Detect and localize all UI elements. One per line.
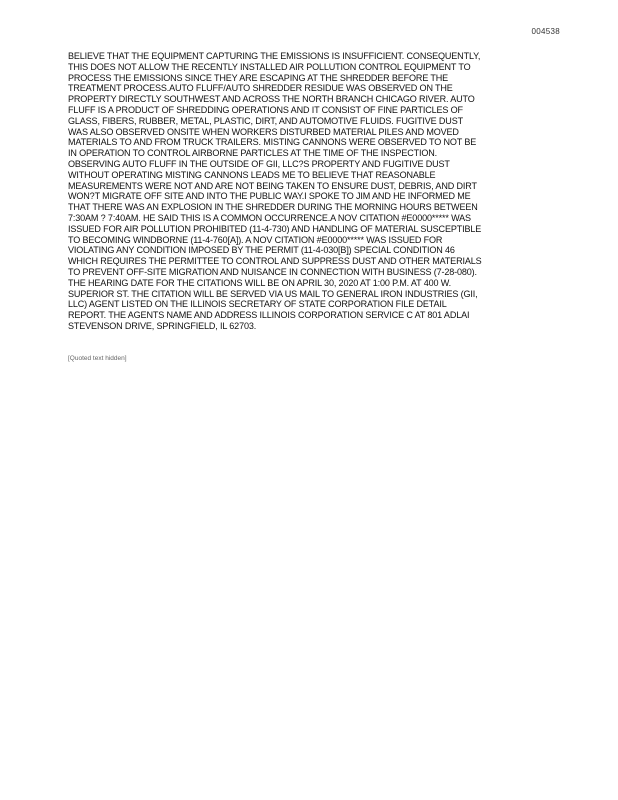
text-line: VIOLATING ANY CONDITION IMPOSED BY THE PERMIT (11-4-030[B]) SPECIAL CONDITION 46 xyxy=(68,245,455,256)
text-line: FLUFF IS A PRODUCT OF SHREDDING OPERATIONS AND IT CONSIST OF FINE PARTICLES OF xyxy=(68,104,463,115)
text-line: WON?T MIGRATE OFF SITE AND INTO THE PUBLIC WAY.I SPOKE TO JIM AND HE INFORMED ME xyxy=(68,191,471,202)
text-line: SUPERIOR ST. THE CITATION WILL BE SERVED VIA US MAIL TO GENERAL IRON INDUSTRIES (GII, xyxy=(68,288,478,299)
text-line: WITHOUT OPERATING MISTING CANNONS LEADS ME TO BELIEVE THAT REASONABLE xyxy=(68,169,436,180)
text-line: 7:30AM ? 7:40AM. HE SAID THIS IS A COMMON OCCURRENCE.A NOV CITATION #E0000***** WAS xyxy=(68,212,471,223)
text-line: TO PREVENT OFF-SITE MIGRATION AND NUISANCE IN CONNECTION WITH BUSINESS (7-28-080). xyxy=(68,266,477,277)
text-line: OBSERVING AUTO FLUFF IN THE OUTSIDE OF GII, LLC?S PROPERTY AND FUGITIVE DUST xyxy=(68,158,450,169)
inspection-narrative xyxy=(68,51,546,332)
text-line: MATERIALS TO AND FROM TRUCK TRAILERS. MISTING CANNONS WERE OBSERVED TO NOT BE xyxy=(68,137,477,148)
text-line: PROPERTY DIRECTLY SOUTHWEST AND ACROSS THE NORTH BRANCH CHICAGO RIVER. AUTO xyxy=(68,94,475,105)
text-line: THE HEARING DATE FOR THE CITATIONS WILL BE ON APRIL 30, 2020 AT 1:00 P.M. AT 400 W. xyxy=(68,277,451,288)
text-line: PROCESS THE EMISSIONS SINCE THEY ARE ESCAPING AT THE SHREDDER BEFORE THE xyxy=(68,72,449,83)
text-line: GLASS, FIBERS, RUBBER, METAL, PLASTIC, DIRT, AND AUTOMOTIVE FLUIDS. FUGITIVE DUST xyxy=(68,115,463,126)
text-line: LLC) AGENT LISTED ON THE ILLINOIS SECRETARY OF STATE CORPORATION FILE DETAIL xyxy=(68,299,447,310)
text-line: WHICH REQUIRES THE PERMITTEE TO CONTROL AND SUPPRESS DUST AND OTHER MATERIALS xyxy=(68,256,482,267)
text-line: ISSUED FOR AIR POLLUTION PROHIBITED (11-4-730) AND HANDLING OF MATERIAL SUSCEPTIBLE xyxy=(68,223,482,234)
text-line: BELIEVE THAT THE EQUIPMENT CAPTURING THE EMISSIONS IS INSUFFICIENT. CONSEQUENTLY, xyxy=(68,51,481,61)
text-line: THIS DOES NOT ALLOW THE RECENTLY INSTALLED AIR POLLUTION CONTROL EQUIPMENT TO xyxy=(68,61,471,72)
text-line: STEVENSON DRIVE, SPRINGFIELD, IL 62703. xyxy=(68,320,257,331)
text-line: WAS ALSO OBSERVED ONSITE WHEN WORKERS DISTURBED MATERIAL PILES AND MOVED xyxy=(68,126,459,137)
text-line: THAT THERE WAS AN EXPLOSION IN THE SHREDDER DURING THE MORNING HOURS BETWEEN xyxy=(68,202,478,213)
text-line: REPORT. THE AGENTS NAME AND ADDRESS ILLINOIS CORPORATION SERVICE C AT 801 ADLAI xyxy=(68,310,470,321)
text-line: MEASUREMENTS WERE NOT AND ARE NOT BEING TAKEN TO ENSURE DUST, DEBRIS, AND DIRT xyxy=(68,180,477,191)
bates-number: 004538 xyxy=(531,27,560,36)
text-line: TO BECOMING WINDBORNE (11-4-760[A]). A NOV CITATION #E0000***** WAS ISSUED FOR xyxy=(68,234,443,245)
text-line: IN OPERATION TO CONTROL AIRBORNE PARTICLES AT THE TIME OF THE INSPECTION. xyxy=(68,148,438,159)
quoted-text-hidden-note: [Quoted text hidden] xyxy=(68,355,127,362)
text-line: TREATMENT PROCESS.AUTO FLUFF/AUTO SHREDDER RESIDUE WAS OBSERVED ON THE xyxy=(68,83,453,94)
